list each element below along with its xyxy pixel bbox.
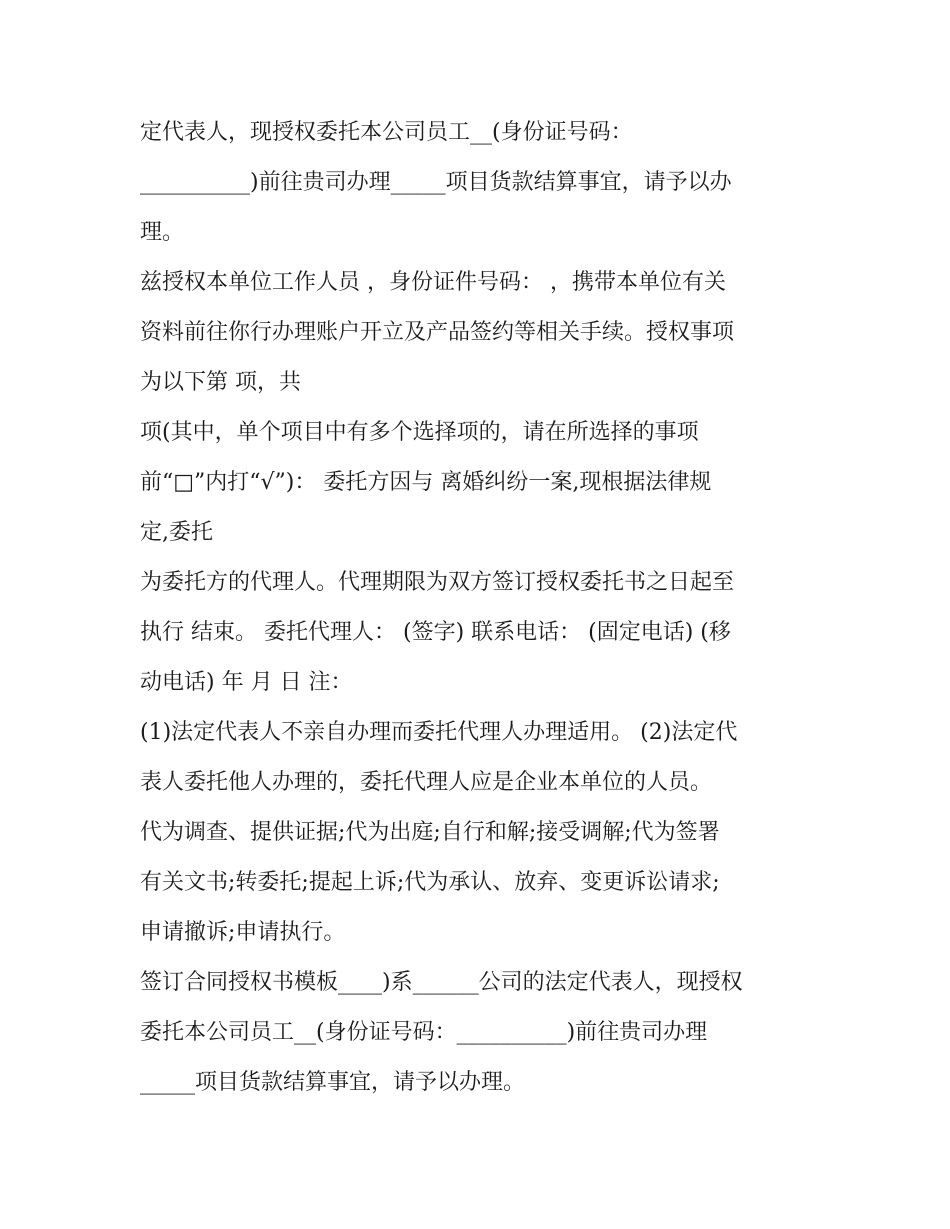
text-line-2: __________)前往贵司办理_____项目货款结算事宜，请予以办 [140, 170, 732, 195]
document-body [140, 108, 830, 1108]
text-line-14: 表人委托他人办理的，委托代理人应是企业本单位的人员。 [140, 770, 713, 795]
text-line-20: _____项目货款结算事宜，请予以办理。 [140, 1070, 526, 1095]
text-line-16: 有关文书;转委托;提起上诉;代为承认、放弃、变更诉讼请求; [140, 870, 720, 895]
text-line-11: 执行 结束。 委托代理人： (签字) 联系电话： (固定电话) (移 [140, 620, 731, 645]
text-line-4: 兹授权本单位工作人员 ，身份证件号码： ，携带本单位有关 [140, 270, 726, 295]
text-line-5: 资料前往你行办理账户开立及产品签约等相关手续。授权事项 [140, 320, 735, 345]
text-line-7: 项(其中，单个项目中有多个选择项的，请在所选择的事项 [140, 420, 699, 445]
text-line-10: 为委托方的代理人。代理期限为双方签订授权委托书之日起至 [140, 570, 735, 595]
text-line-15: 代为调查、提供证据;代为出庭;自行和解;接受调解;代为签署 [140, 820, 720, 845]
text-line-18: 签订合同授权书模板____)系______公司的法定代表人，现授权 [140, 970, 743, 995]
text-line-3: 理。 [140, 220, 185, 245]
text-line-8: 前“□”内打“√”)： 委托方因与 离婚纠纷一案,现根据法律规 [140, 470, 712, 495]
text-line-13: (1)法定代表人不亲自办理而委托代理人办理适用。 (2)法定代 [140, 720, 738, 745]
text-line-12: 动电话) 年 月 日 注： [140, 670, 353, 695]
text-line-1: 定代表人，现授权委托本公司员工__(身份证号码： [140, 120, 633, 145]
text-line-9: 定,委托 [140, 520, 213, 545]
text-line-19: 委托本公司员工__(身份证号码：__________)前往贵司办理 [140, 1020, 708, 1045]
text-line-6: 为以下第 项，共 [140, 370, 301, 395]
text-line-17: 申请撤诉;申请执行。 [140, 920, 346, 945]
